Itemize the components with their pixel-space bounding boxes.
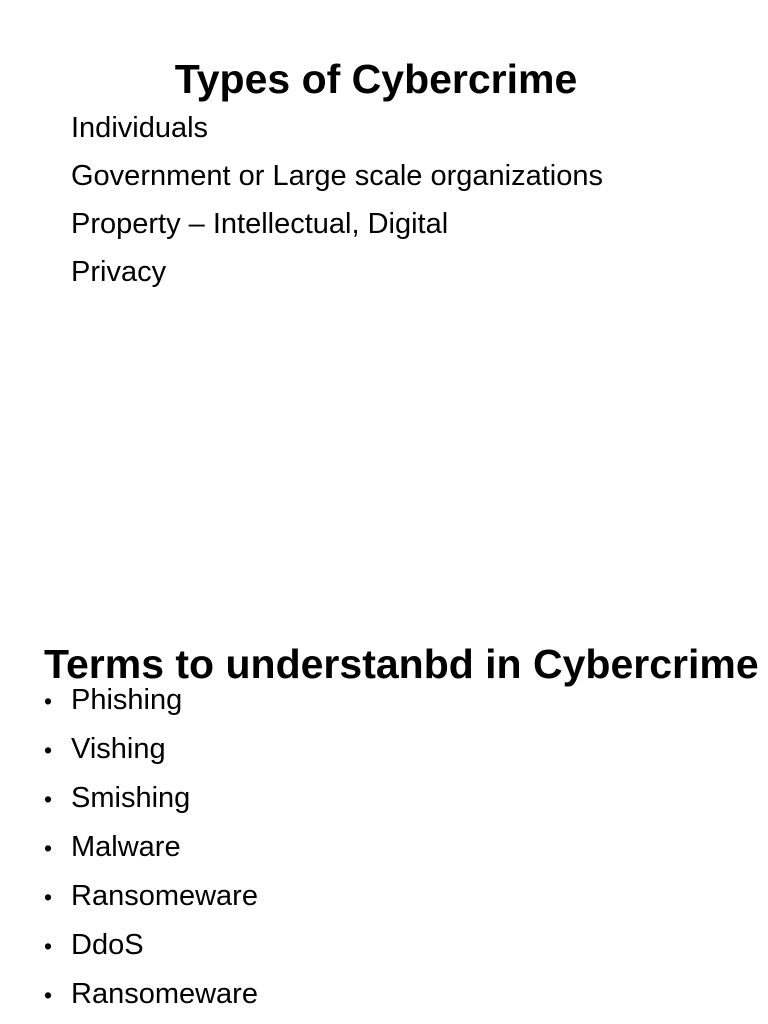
slide1-title: Types of Cybercrime [174,56,578,103]
slide2-title: Terms to understanbd in Cybercrime [44,641,759,688]
list-item: Government or Large scale organizations [71,160,603,192]
bullet-icon: • [44,982,53,1008]
list-item: Individuals [71,112,209,144]
bullet-icon: • [44,884,53,910]
list-item [44,921,258,970]
list-item [44,872,258,921]
list-item [44,725,258,774]
bullet-icon: • [44,688,53,714]
bullet-icon: • [44,933,53,959]
list-item: Property – Intellectual, Digital [71,208,449,240]
list-item [44,970,258,1019]
list-item [44,774,258,823]
list-item-label: Phishing [71,684,183,716]
bullet-icon: • [44,737,53,763]
list-item [44,676,258,725]
list-item-label: Vishing [71,733,166,765]
list-item-label: DdoS [71,929,144,961]
list-item-label: Ransomeware [71,978,258,1010]
terms-list [44,676,258,1019]
list-item [44,823,258,872]
list-item: Privacy [71,256,167,288]
bullet-icon: • [44,786,53,812]
types-list [71,104,603,296]
list-item-label: Malware [71,831,181,863]
list-item-label: Ransomeware [71,880,258,912]
bullet-icon: • [44,835,53,861]
list-item-label: Smishing [71,782,191,814]
